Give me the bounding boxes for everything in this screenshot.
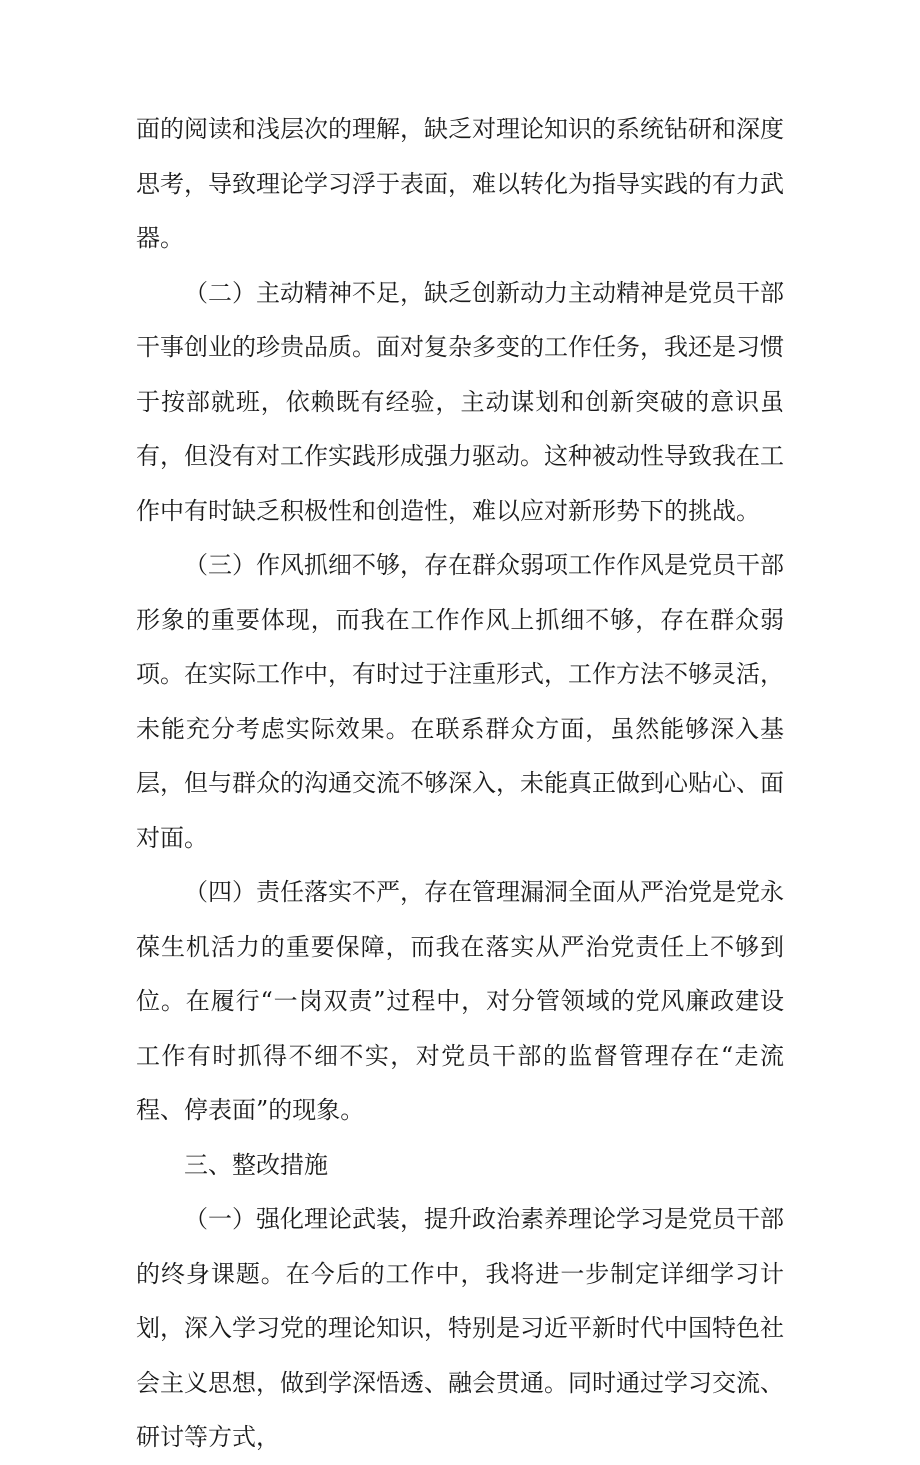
paragraph-item-4: （四）责任落实不严，存在管理漏洞全面从严治党是党永葆生机活力的重要保障，而我在落实从严治党责任上不够到位。在履行“一岗双责”过程中，对分管领域的党风廉政建设工作有时抓得不细不实，对党员干部的监督管理存在“走流程、停表面”的现象。 (136, 878, 784, 1124)
paragraph-item-2: （二）主动精神不足，缺乏创新动力主动精神是党员干部干事创业的珍贵品质。面对复杂多变的工作任务，我还是习惯于按部就班，依赖既有经验，主动谋划和创新突破的意识虽有，但没有对工作实践形成强力驱动。这种被动性导致我在工作中有时缺乏积极性和创造性，难以应对新形势下的挑战。 (136, 278, 784, 525)
paragraph-measure-1: （一）强化理论武装，提升政治素养理论学习是党员干部的终身课题。在今后的工作中，我将进一步制定详细学习计划，深入学习党的理论知识，特别是习近平新时代中国特色社会主义思想，做到学深悟透、融会贯通。同时通过学习交流、研讨等方式， (136, 1205, 784, 1451)
paragraph-item-3: （三）作风抓细不够，存在群众弱项工作作风是党员干部形象的重要体现，而我在工作作风上抓细不够，存在群众弱项。在实际工作中，有时过于注重形式，工作方法不够灵活，未能充分考虑实际效果。在联系群众方面，虽然能够深入基层，但与群众的沟通交流不够深入，未能真正做到心贴心、面对面。 (136, 551, 784, 852)
paragraph-continuation: 面的阅读和浅层次的理解，缺乏对理论知识的系统钻研和深度思考，导致理论学习浮于表面，难以转化为指导实践的有力武器。 (136, 115, 784, 252)
section-heading: 三、整改措施 (184, 1150, 328, 1179)
document-body (136, 102, 784, 1465)
